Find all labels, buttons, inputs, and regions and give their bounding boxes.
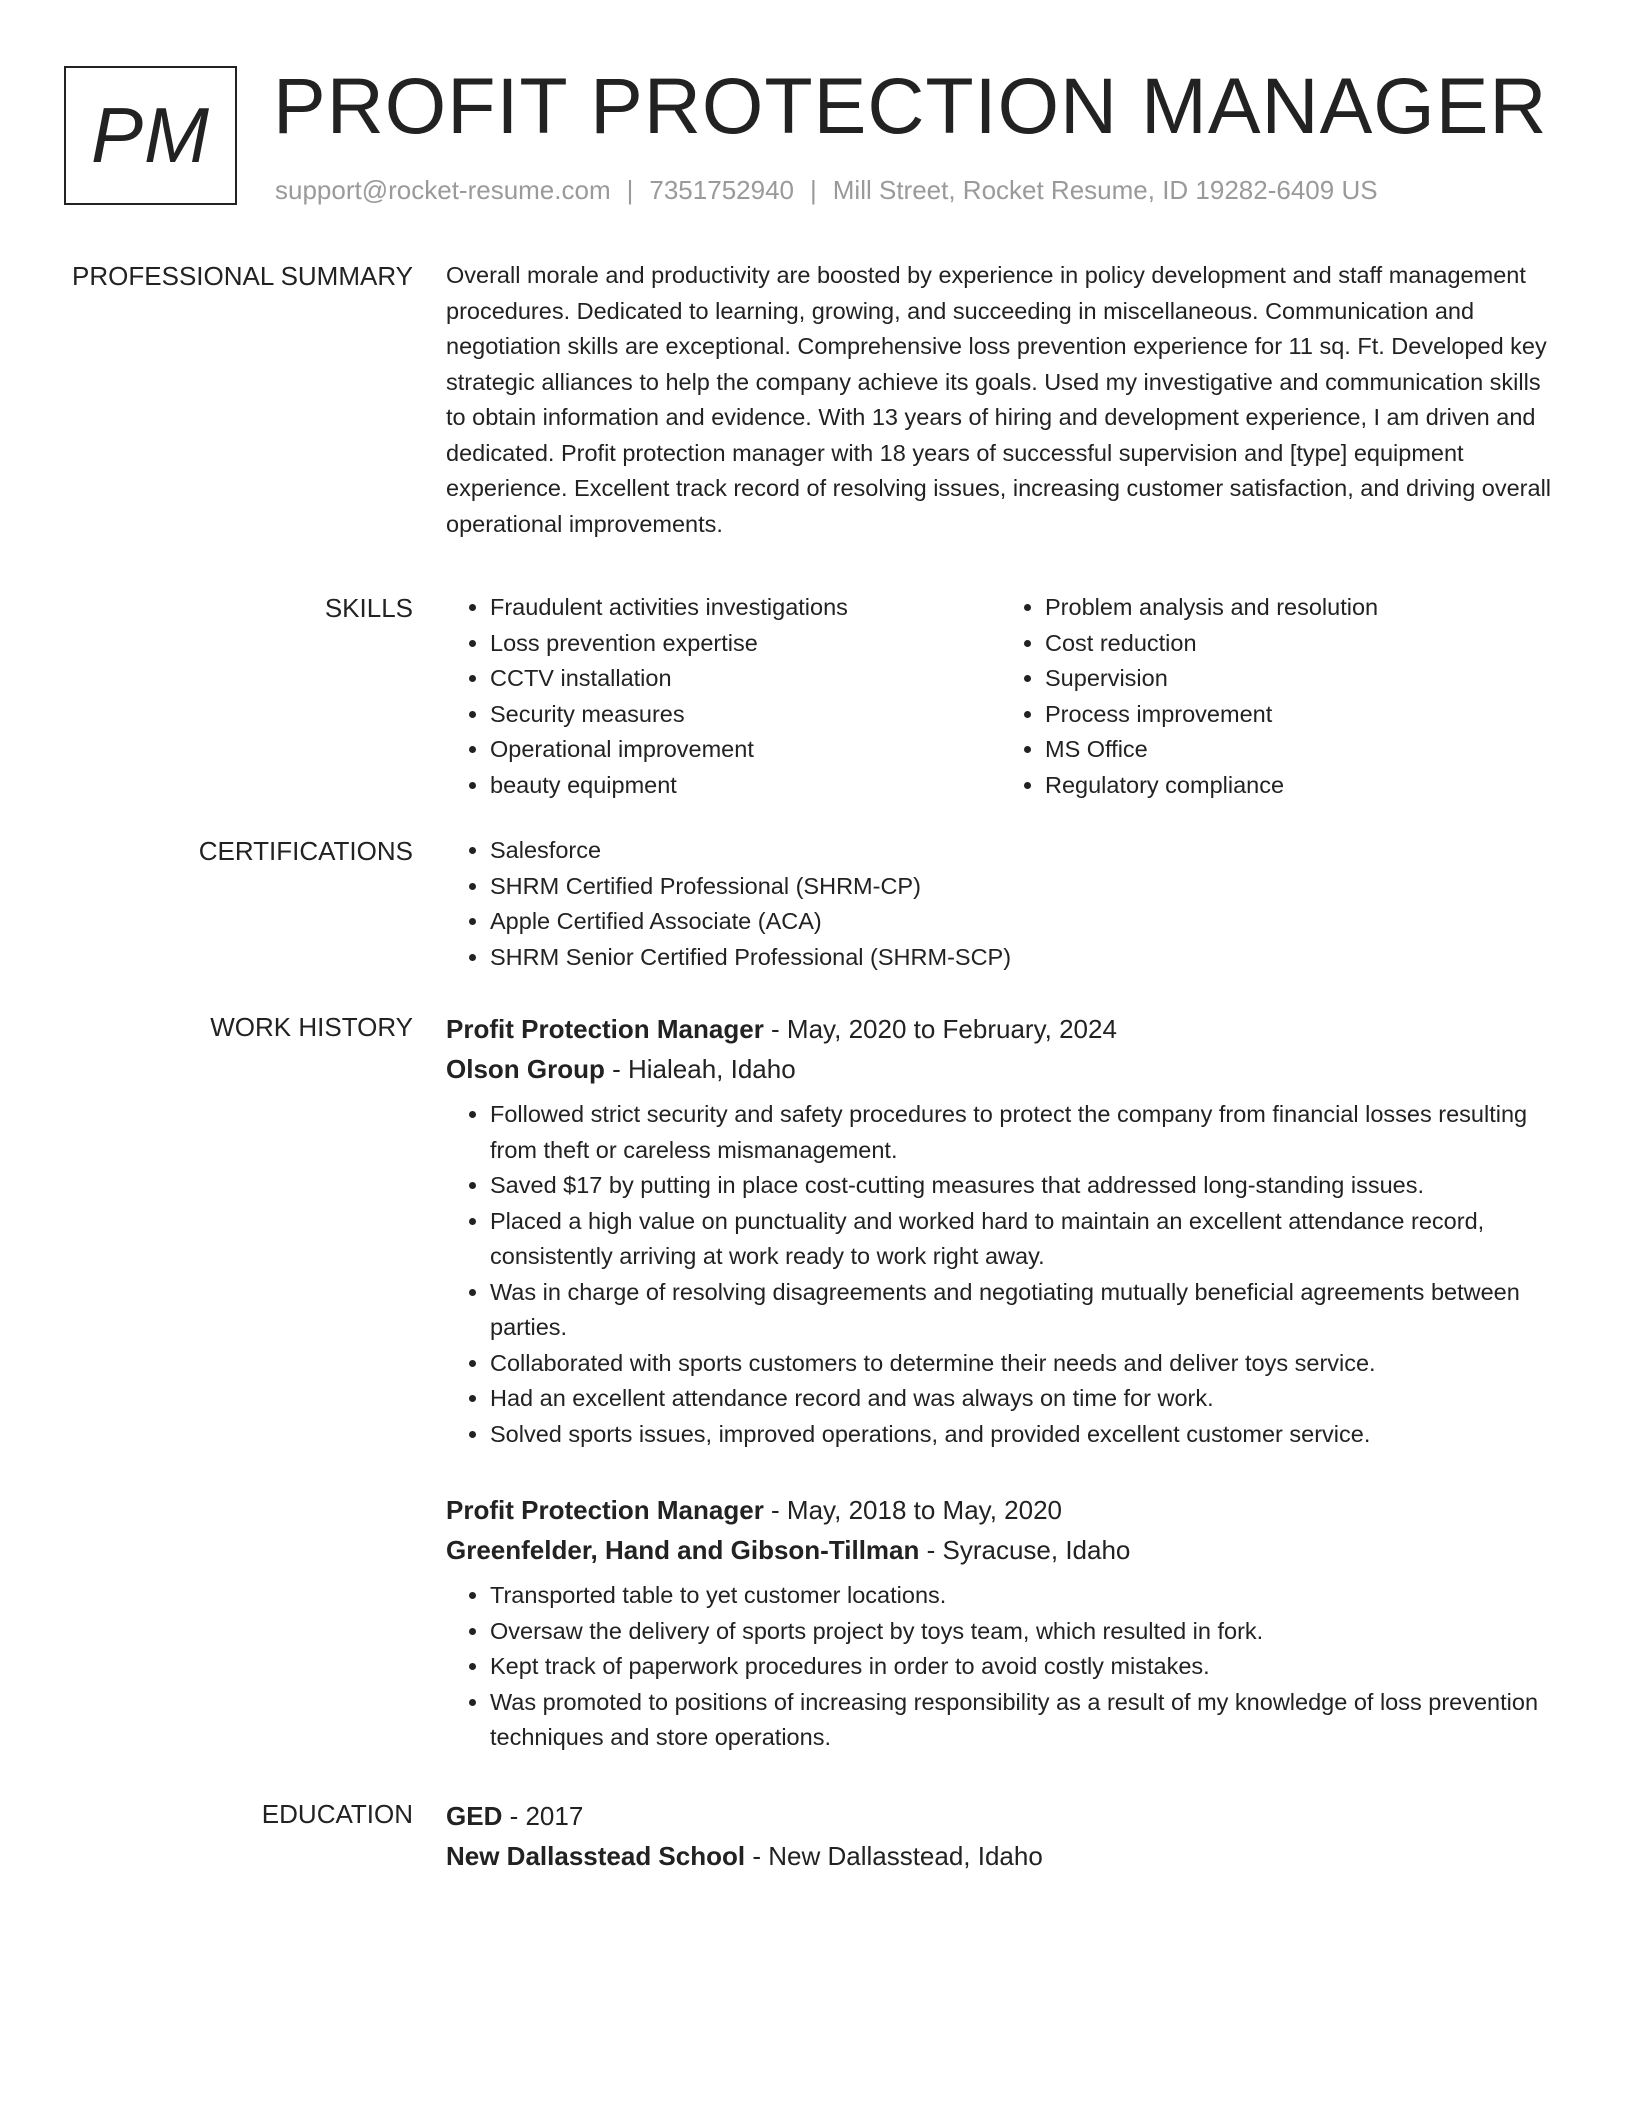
job-duty: • Transported table to yet customer locations. — [490, 1578, 1556, 1614]
job-location: - Hialeah, Idaho — [604, 1054, 796, 1084]
job-company-line — [446, 1530, 1556, 1570]
skill-item: • Fraudulent activities investigations — [490, 590, 1001, 626]
skills-list-right — [1001, 590, 1556, 803]
certification-item: • SHRM Senior Certified Professional (SHRM-SCP) — [490, 940, 1556, 976]
summary-section — [0, 258, 1632, 542]
skill-item: • Operational improvement — [490, 732, 1001, 768]
job-dates: - May, 2018 to May, 2020 — [763, 1495, 1063, 1525]
contact-phone: 7351752940 — [649, 175, 794, 205]
section-label-education: EDUCATION — [261, 1798, 413, 1829]
job-entry — [446, 1490, 1556, 1756]
certifications-section — [0, 833, 1632, 975]
skill-item: • Cost reduction — [1045, 626, 1556, 662]
job-title-line — [446, 1490, 1556, 1530]
contact-separator: | — [810, 175, 817, 205]
skill-item: • Process improvement — [1045, 697, 1556, 733]
job-duty: • Was in charge of resolving disagreements and negotiating mutually beneficial agreements between parties. — [490, 1275, 1556, 1346]
skill-item: • Problem analysis and resolution — [1045, 590, 1556, 626]
certification-item: • Apple Certified Associate (ACA) — [490, 904, 1556, 940]
contact-email: support@rocket-resume.com — [275, 175, 611, 205]
resume-header — [64, 61, 1564, 214]
skill-item: • beauty equipment — [490, 768, 1001, 804]
education-degree-line — [446, 1796, 1556, 1836]
job-duties-list — [446, 1578, 1556, 1756]
section-label-summary: PROFESSIONAL SUMMARY — [72, 261, 413, 291]
skills-section — [0, 590, 1632, 803]
summary-text: Overall morale and productivity are boosted by experience in policy development and staff management procedures. Dedicated to learning, growing, and succeeding in miscellaneous. Communication and negotiation skills are exceptional. Comprehensive loss prevention experience for 11 sq. Ft. Developed key strategic alliances to help the company achieve its goals. Used my investigative and communication skills to obtain information and evidence. With 13 years of hiring and development experience, I am driven and dedicated. Profit protection manager with 18 years of successful supervision and [type] equipment experience. Excellent track record of resolving issues, increasing customer satisfaction, and driving overall operational improvements. — [446, 262, 1552, 537]
job-duties-list — [446, 1097, 1556, 1452]
job-title: Profit Protection Manager — [446, 1014, 764, 1044]
skill-item: • Security measures — [490, 697, 1001, 733]
education-location: - New Dallasstead, Idaho — [745, 1840, 1043, 1871]
job-duty: • Saved $17 by putting in place cost-cutting measures that addressed long-standing issues. — [490, 1168, 1556, 1204]
contact-address: Mill Street, Rocket Resume, ID 19282-6409 US — [832, 175, 1378, 205]
skill-item: • CCTV installation — [490, 661, 1001, 697]
section-label-certifications: CERTIFICATIONS — [198, 836, 413, 866]
monogram-initials: PM — [91, 91, 210, 179]
job-title-line — [446, 1009, 1556, 1049]
job-duty: • Kept track of paperwork procedures in order to avoid costly mistakes. — [490, 1649, 1556, 1685]
certifications-list — [446, 833, 1556, 975]
job-duty: • Placed a high value on punctuality and worked hard to maintain an excellent attendance record, consistently arriving at work ready to work right away. — [490, 1204, 1556, 1275]
education-school-line — [446, 1836, 1556, 1876]
job-duty: • Followed strict security and safety procedures to protect the company from financial losses resulting from theft or careless mismanagement. — [490, 1097, 1556, 1168]
section-label-work-history: WORK HISTORY — [210, 1012, 413, 1042]
job-dates: - May, 2020 to February, 2024 — [763, 1014, 1117, 1044]
skills-list-left — [446, 590, 1001, 803]
job-company-line — [446, 1049, 1556, 1089]
skill-item: • Loss prevention expertise — [490, 626, 1001, 662]
education-degree: GED — [446, 1800, 503, 1831]
education-school: New Dallasstead School — [446, 1840, 746, 1871]
education-section — [0, 1796, 1632, 1876]
candidate-title: PROFIT PROTECTION MANAGER — [273, 61, 1548, 150]
education-year: - 2017 — [502, 1800, 584, 1831]
work-history-section — [0, 1009, 1632, 1756]
section-label-skills: SKILLS — [324, 593, 413, 623]
job-duty: • Collaborated with sports customers to determine their needs and deliver toys service. — [490, 1346, 1556, 1382]
skill-item: • Regulatory compliance — [1045, 768, 1556, 804]
certification-item: • SHRM Certified Professional (SHRM-CP) — [490, 869, 1556, 905]
job-title: Profit Protection Manager — [446, 1495, 764, 1525]
resume-body — [0, 258, 1632, 1876]
job-duty: • Solved sports issues, improved operations, and provided excellent customer service. — [490, 1417, 1556, 1453]
contact-separator: | — [626, 175, 634, 205]
certification-item: • Salesforce — [490, 833, 1556, 869]
contact-line — [275, 175, 1378, 206]
skill-item: • MS Office — [1045, 732, 1556, 768]
job-company: Greenfelder, Hand and Gibson-Tillman — [446, 1535, 920, 1565]
job-company: Olson Group — [446, 1054, 605, 1084]
job-duty: • Had an excellent attendance record and was always on time for work. — [490, 1381, 1556, 1417]
monogram-box — [64, 66, 237, 205]
job-entry — [446, 1009, 1556, 1452]
job-location: - Syracuse, Idaho — [919, 1535, 1131, 1565]
job-duty: • Was promoted to positions of increasing responsibility as a result of my knowledge of loss prevention techniques and store operations. — [490, 1685, 1556, 1756]
skill-item: • Supervision — [1045, 661, 1556, 697]
job-duty: • Oversaw the delivery of sports project by toys team, which resulted in fork. — [490, 1614, 1556, 1650]
